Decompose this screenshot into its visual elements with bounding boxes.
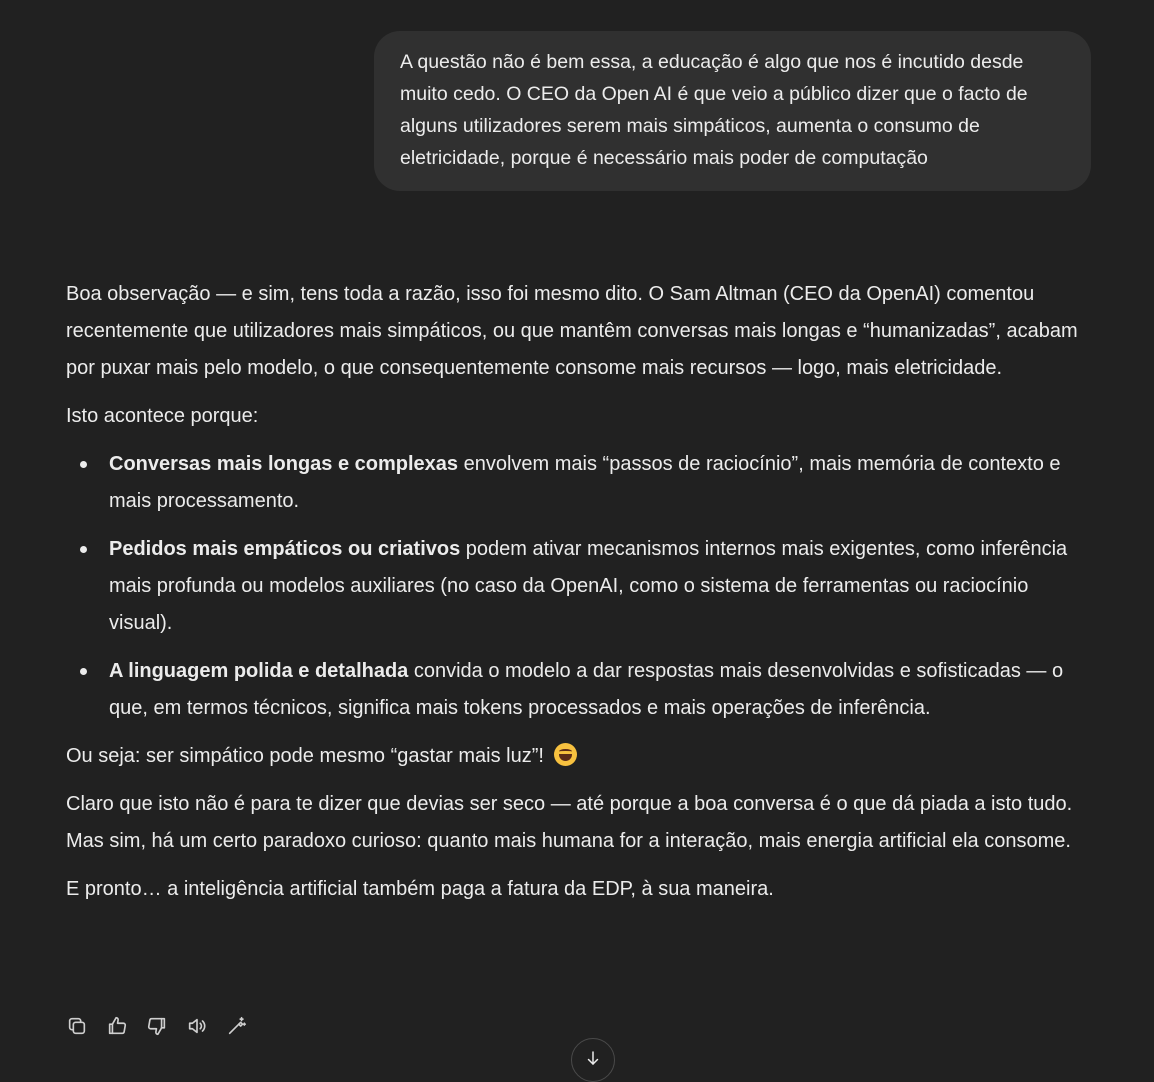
bullet-bold-text: Conversas mais longas e complexas	[109, 453, 459, 475]
list-item	[109, 653, 1096, 727]
user-message-row	[374, 31, 1091, 191]
assistant-paragraph-2: Isto acontece porque:	[66, 405, 259, 427]
thumbs-down-button[interactable]	[144, 1012, 184, 1040]
edit-wand-icon	[226, 1015, 248, 1037]
grinning-sweat-emoji-icon	[554, 743, 577, 766]
arrow-down-icon	[584, 1049, 602, 1067]
thumbs-up-button[interactable]	[104, 1012, 144, 1040]
read-aloud-button[interactable]	[184, 1012, 224, 1040]
assistant-bullet-list	[66, 446, 1096, 727]
thumbs-down-icon	[146, 1015, 168, 1037]
bullet-text: envolvem mais “passos de raciocínio”, mais memória de contexto e mais processamento.	[109, 453, 1061, 512]
assistant-paragraph-4: Claro que isto não é para te dizer que devias ser seco — até porque a boa conversa é o que dá piada a isto tudo. Mas sim, há um certo paradoxo curioso: quanto mais humana for a interação, mais energia artificial ela consome.	[66, 793, 1073, 852]
copy-icon	[66, 1015, 88, 1037]
user-message-bubble: A questão não é bem essa, a educação é algo que nos é incutido desde muito cedo. O CEO da Open AI é que veio a público dizer que o facto de alguns utilizadores serem mais simpáticos, aumenta o consumo de eletricidade, porque é necessário mais poder de computação	[374, 31, 1091, 191]
list-item	[109, 446, 1096, 520]
copy-button[interactable]	[64, 1012, 104, 1040]
bullet-bold-text: Pedidos mais empáticos ou criativos	[109, 538, 461, 560]
thumbs-up-icon	[106, 1015, 128, 1037]
assistant-message	[66, 276, 1096, 919]
speaker-icon	[186, 1015, 208, 1037]
scroll-down-button[interactable]	[571, 1038, 615, 1082]
list-item	[109, 531, 1096, 642]
edit-response-button[interactable]	[224, 1012, 264, 1040]
bullet-bold-text: A linguagem polida e detalhada	[109, 660, 409, 682]
assistant-paragraph-5: E pronto… a inteligência artificial também paga a fatura da EDP, à sua maneira.	[66, 878, 774, 900]
bullet-text: podem ativar mecanismos internos mais exigentes, como inferência mais profunda ou modelos auxiliares (no caso da OpenAI, como o sistema de ferramentas ou raciocínio visual).	[109, 538, 1068, 634]
assistant-paragraph-3	[66, 738, 1096, 775]
message-action-bar	[64, 1012, 264, 1040]
bullet-text: convida o modelo a dar respostas mais desenvolvidas e sofisticadas — o que, em termos técnicos, significa mais tokens processados e mais operações de inferência.	[109, 660, 1064, 719]
assistant-paragraph-1: Boa observação — e sim, tens toda a razão, isso foi mesmo dito. O Sam Altman (CEO da OpenAI) comentou recentemente que utilizadores mais simpáticos, ou que mantêm conversas mais longas e “humanizadas”, acabam por puxar mais pelo modelo, o que consequentemente consome mais recursos — logo, mais eletricidade.	[66, 283, 1078, 379]
paragraph-3-text: Ou seja: ser simpático pode mesmo “gastar mais luz”!	[66, 745, 544, 767]
